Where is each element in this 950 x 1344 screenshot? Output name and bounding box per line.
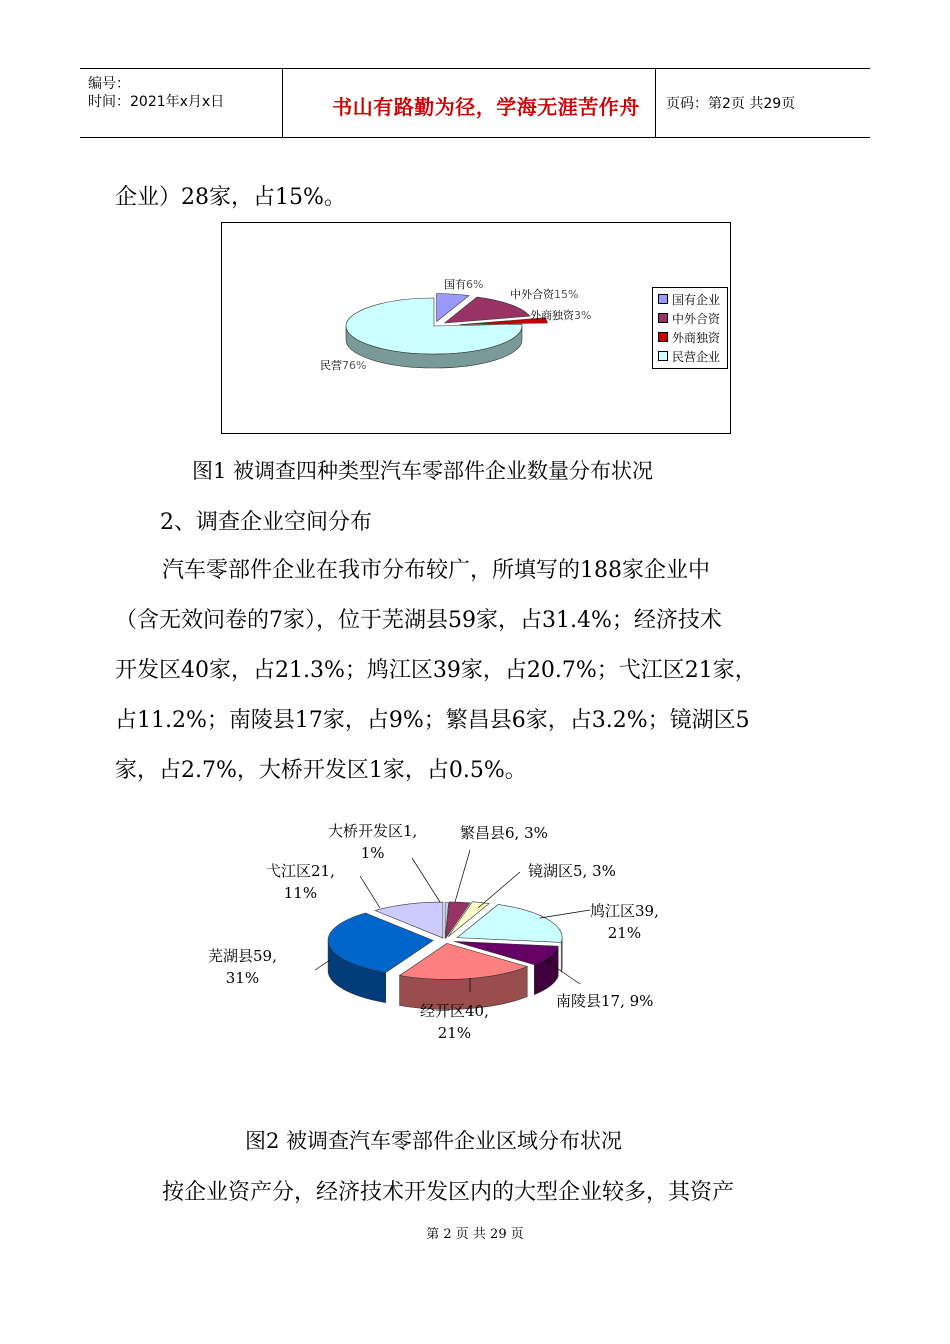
para-2-line-4: 占11.2%；南陵县17家，占9%；繁昌县6家，占3.2%；镜湖区5 — [115, 708, 750, 733]
code-label: 编号： — [88, 76, 130, 92]
legend-label: 中外合资 — [672, 311, 721, 326]
para-3-line-1: 按企业资产分，经济技术开发区内的大型企业较多，其资产 — [162, 1180, 735, 1205]
legend-label: 民营企业 — [672, 349, 721, 364]
pie2-slice-side — [561, 938, 562, 973]
pie2-leader-line — [412, 858, 440, 902]
pie2-label-nanling: 南陵县17, 9% — [556, 992, 654, 1010]
pie2-label-fanchang: 繁昌县6, 3% — [460, 824, 548, 842]
legend-swatch — [658, 351, 668, 361]
legend-item — [658, 291, 720, 307]
para-2-line-2: （含无效问卷的7家），位于芜湖县59家，占31.4%；经济技术 — [115, 608, 722, 633]
pie2-leader-line — [315, 960, 330, 970]
chart-1-frame — [221, 222, 731, 434]
figure-2-caption: 图2 被调查汽车零部件企业区域分布状况 — [245, 1129, 623, 1153]
pie2-leader-line — [478, 872, 520, 908]
page-footer: 第 2 页 共 29 页 — [426, 1227, 524, 1242]
legend-swatch — [658, 332, 668, 342]
legend-label: 国有企业 — [672, 292, 721, 307]
chart-1-legend — [652, 287, 728, 369]
pie2-label-daqiao: 大桥开发区1, 1% — [328, 822, 418, 862]
legend-swatch — [658, 294, 668, 304]
header-page-label: 页码：第2页 共29页 — [666, 96, 796, 112]
header-divider — [655, 69, 656, 137]
pie2-label-wuhu: 芜湖县59, 31% — [208, 947, 277, 987]
legend-item — [658, 310, 720, 326]
date-label: 时间：2021年x月x日 — [88, 94, 225, 110]
legend-swatch — [658, 313, 668, 323]
pie1-label-jv: 中外合资15% — [510, 288, 579, 301]
page-header — [80, 68, 870, 138]
pie2-label-yijiang: 弋江区21, 11% — [266, 862, 335, 902]
header-motto: 书山有路勤为径，学海无涯苦作舟 — [332, 95, 640, 119]
para-2-line-5: 家，占2.7%，大桥开发区1家，占0.5%。 — [115, 758, 527, 783]
pie2-label-jinghu: 镜湖区5, 3% — [528, 862, 616, 880]
pie2-label-jiujiang: 鸠江区39, 21% — [590, 902, 659, 942]
pie2-leader-line — [360, 876, 380, 908]
section-2-title: 2、调查企业空间分布 — [160, 510, 372, 535]
legend-label: 外商独资 — [672, 330, 721, 345]
figure-1-caption: 图1 被调查四种类型汽车零部件企业数量分布状况 — [192, 459, 654, 483]
pie1-label-state: 国有6% — [444, 278, 484, 291]
pie2-label-jingkai: 经开区40, 21% — [420, 1002, 489, 1042]
chart-2-pie — [0, 810, 950, 1090]
para-2-line-3: 开发区40家，占21.3%；鸠江区39家，占20.7%；弋江区21家， — [115, 658, 757, 683]
header-divider — [282, 69, 283, 137]
legend-item — [658, 329, 720, 345]
legend-item — [658, 348, 720, 364]
pie1-label-private: 民营76% — [320, 359, 367, 372]
pie1-label-foreign: 外商独资3% — [530, 309, 592, 322]
pie2-leader-line — [455, 850, 470, 902]
header-left-cell — [88, 75, 224, 143]
pie2-leader-line — [540, 910, 590, 918]
para-2-line-1: 汽车零部件企业在我市分布较广，所填写的188家企业中 — [162, 558, 710, 583]
body-line-1: 企业）28家，占15%。 — [115, 185, 346, 210]
